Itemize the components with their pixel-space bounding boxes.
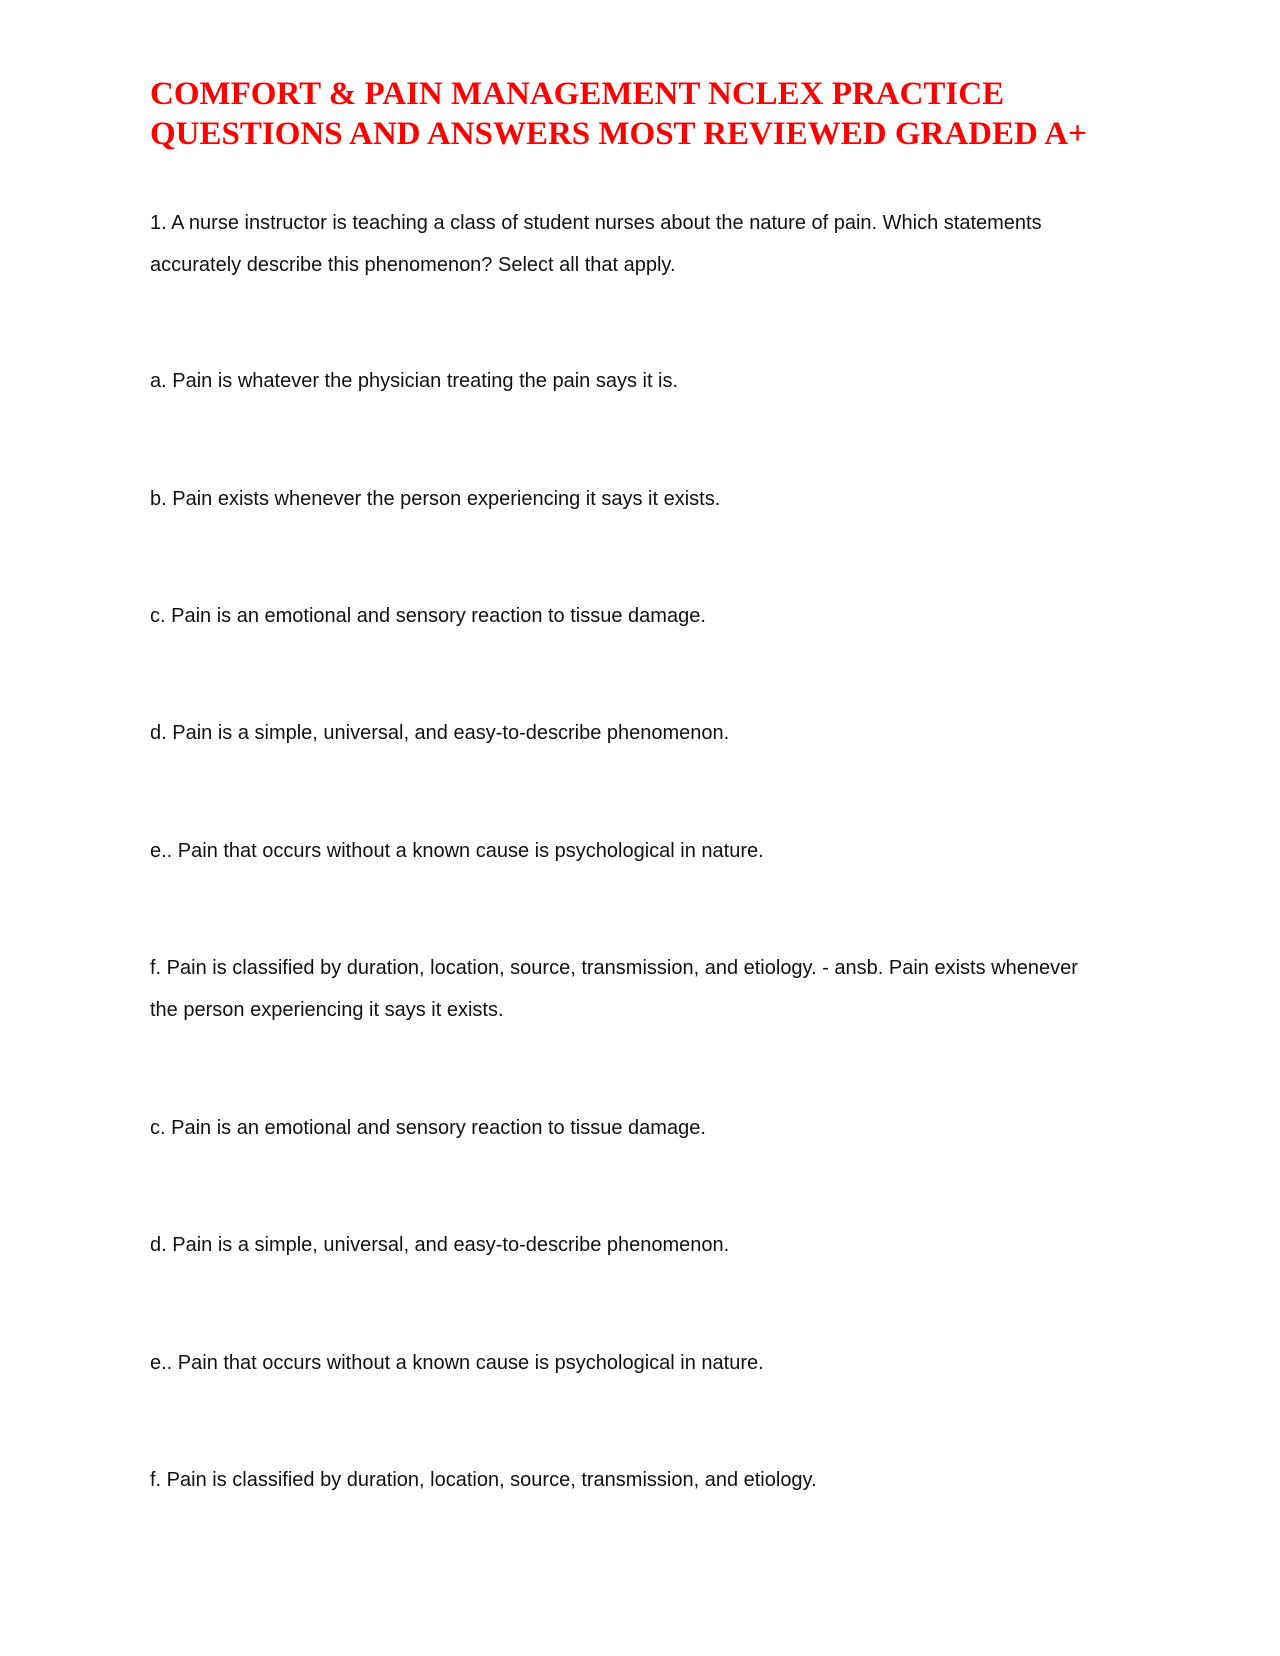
option-d-text: d. Pain is a simple, universal, and easy-to-describe phenomenon. bbox=[150, 722, 730, 744]
option-b-text: b. Pain exists whenever the person experiencing it says it exists. bbox=[150, 488, 721, 510]
option-f-line-2: the person experiencing it says it exists. bbox=[150, 999, 504, 1021]
answer-f bbox=[150, 1459, 1150, 1501]
question-stem bbox=[150, 202, 1150, 286]
option-f-line-1: f. Pain is classified by duration, location, source, transmission, and etiology. - ansb. Pain exists whenever bbox=[150, 957, 1078, 979]
document-title bbox=[150, 74, 1150, 154]
option-e bbox=[150, 830, 1150, 872]
option-a-text: a. Pain is whatever the physician treating the pain says it is. bbox=[150, 370, 679, 392]
option-d bbox=[150, 712, 1150, 754]
answer-f-text: f. Pain is classified by duration, location, source, transmission, and etiology. bbox=[150, 1469, 817, 1491]
option-e-text: e.. Pain that occurs without a known cause is psychological in nature. bbox=[150, 840, 764, 862]
option-f-with-answer bbox=[150, 947, 1150, 1031]
option-c bbox=[150, 595, 1150, 637]
option-b bbox=[150, 478, 1150, 520]
question-stem-line-1: 1. A nurse instructor is teaching a class of student nurses about the nature of pain. Which statements bbox=[150, 212, 1042, 234]
answer-e bbox=[150, 1342, 1150, 1384]
title-line-2: QUESTIONS AND ANSWERS MOST REVIEWED GRADED A+ bbox=[150, 116, 1087, 152]
answer-d bbox=[150, 1224, 1150, 1266]
option-a bbox=[150, 360, 1150, 402]
option-c-text: c. Pain is an emotional and sensory reaction to tissue damage. bbox=[150, 605, 706, 627]
question-stem-line-2: accurately describe this phenomenon? Select all that apply. bbox=[150, 254, 676, 276]
title-line-1: COMFORT & PAIN MANAGEMENT NCLEX PRACTICE bbox=[150, 76, 1005, 112]
answer-d-text: d. Pain is a simple, universal, and easy-to-describe phenomenon. bbox=[150, 1234, 730, 1256]
answer-c-text: c. Pain is an emotional and sensory reaction to tissue damage. bbox=[150, 1117, 706, 1139]
answer-e-text: e.. Pain that occurs without a known cause is psychological in nature. bbox=[150, 1352, 764, 1374]
answer-c bbox=[150, 1107, 1150, 1149]
